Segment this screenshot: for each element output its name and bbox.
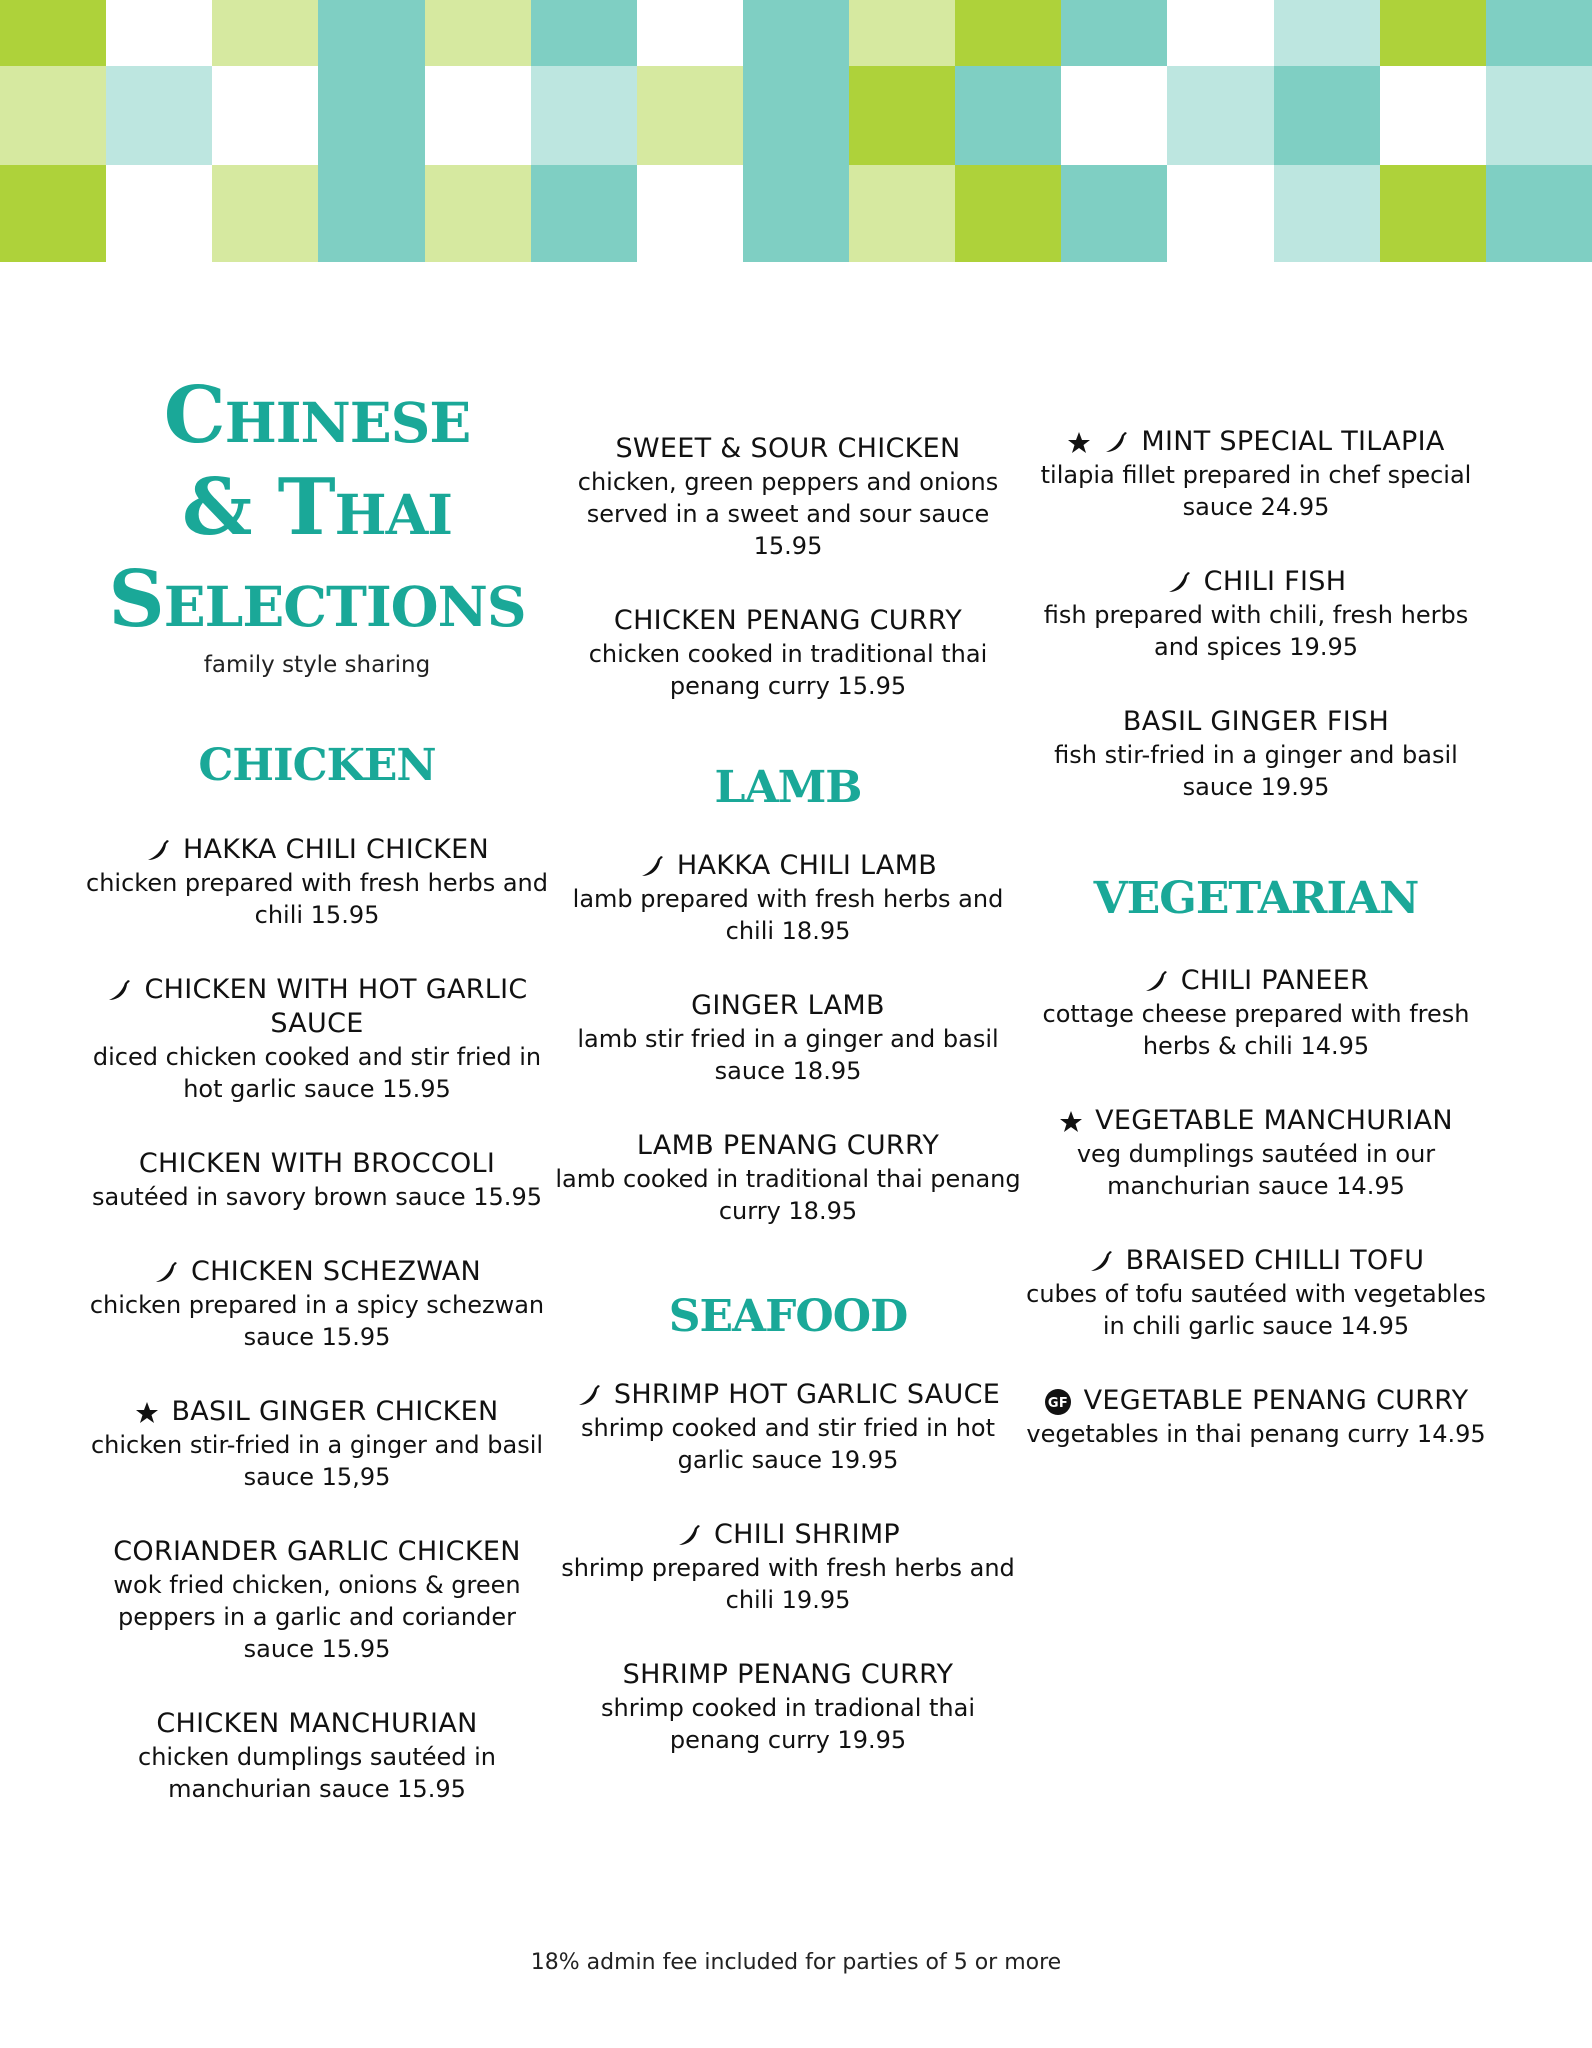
- banner-tile: [955, 0, 1062, 66]
- chili-icon: [106, 978, 132, 1004]
- menu-item-name-text: BASIL GINGER FISH: [1122, 706, 1390, 737]
- menu-item: [1021, 705, 1491, 803]
- banner-tile: [1274, 66, 1381, 165]
- title-line-2: & Thai: [182, 462, 452, 553]
- banner-tile: [1274, 0, 1381, 66]
- banner-tile: [531, 66, 638, 165]
- menu-item-name-text: SWEET & SOUR CHICKEN: [615, 433, 961, 464]
- banner-tile: [849, 165, 956, 262]
- section-title-lamb: LAMB: [714, 762, 862, 813]
- banner-tile: [531, 165, 638, 262]
- menu-item: [1021, 1384, 1491, 1450]
- menu-item-name: [82, 1535, 552, 1569]
- menu-item-name: [553, 989, 1023, 1023]
- menu-item: [1021, 425, 1491, 523]
- banner-tile: [106, 165, 213, 262]
- menu-item-name-text: CHICKEN WITH BROCCOLI: [138, 1148, 496, 1179]
- column-right: [1021, 425, 1491, 1492]
- menu-item: [82, 1147, 552, 1213]
- menu-item-name-text: CHICKEN PENANG CURRY: [613, 605, 963, 636]
- decorative-tile-banner: [0, 0, 1592, 262]
- menu-item: [82, 833, 552, 931]
- banner-tile: [637, 165, 744, 262]
- menu-item-description: veg dumplings sautéed in our manchurian sauce 14.95: [1076, 1140, 1436, 1200]
- chicken-continued-list: [553, 432, 1023, 702]
- menu-item: [553, 849, 1023, 947]
- menu-item-name-text: LAMB PENANG CURRY: [636, 1130, 940, 1161]
- menu-item-description: chicken prepared with fresh herbs and chili 15.95: [86, 869, 548, 929]
- menu-item-description: chicken prepared in a spicy schezwan sauce 15.95: [89, 1291, 545, 1351]
- banner-tile: [1167, 165, 1274, 262]
- menu-item: [82, 1255, 552, 1353]
- menu-item: [553, 1658, 1023, 1756]
- menu-item-name-text: SHRIMP PENANG CURRY: [622, 1659, 954, 1690]
- star-icon: [1059, 1110, 1083, 1134]
- banner-tile: [743, 66, 850, 165]
- banner-tile: [0, 0, 107, 66]
- menu-item-name: [553, 1658, 1023, 1692]
- banner-tile: [849, 66, 956, 165]
- menu-item-name: [82, 1147, 552, 1181]
- menu-item-description: cubes of tofu sautéed with vegetables in chili garlic sauce 14.95: [1026, 1280, 1486, 1340]
- menu-item-description: lamb prepared with fresh herbs and chili 18.95: [572, 885, 1004, 945]
- menu-item: [553, 604, 1023, 702]
- banner-tile: [318, 0, 425, 66]
- banner-tile: [1486, 66, 1592, 165]
- menu-item: [553, 1378, 1023, 1476]
- title-line-1: Chinese: [163, 370, 471, 461]
- banner-tile: [0, 165, 107, 262]
- menu-item-name-text: MINT SPECIAL TILAPIA: [1141, 426, 1445, 457]
- banner-tile: [425, 0, 532, 66]
- menu-item: [82, 1535, 552, 1665]
- menu-item-name-text: CORIANDER GARLIC CHICKEN: [113, 1536, 521, 1567]
- menu-item-description: chicken stir-fried in a ginger and basil sauce 15,95: [90, 1431, 544, 1491]
- banner-tile: [1380, 66, 1487, 165]
- menu-item-name: [1021, 425, 1491, 459]
- menu-item-name: [82, 833, 552, 867]
- banner-tile: [318, 66, 425, 165]
- menu-item-name: [553, 849, 1023, 883]
- footer-note: 18% admin fee included for parties of 5 or more: [530, 1950, 1062, 1975]
- star-icon: [135, 1401, 159, 1425]
- menu-item-name-text: CHILI FISH: [1203, 566, 1347, 597]
- banner-tile: [1061, 0, 1168, 66]
- banner-tile: [318, 165, 425, 262]
- menu-title: [82, 370, 552, 646]
- menu-item-name: [553, 432, 1023, 466]
- banner-tile: [0, 66, 107, 165]
- banner-tile: [955, 165, 1062, 262]
- chili-icon: [576, 1383, 602, 1409]
- chili-icon: [1143, 969, 1169, 995]
- menu-item-name: [82, 1395, 552, 1429]
- menu-item-name: [82, 1707, 552, 1741]
- banner-tile: [743, 0, 850, 66]
- menu-item-name-text: GINGER LAMB: [691, 990, 885, 1021]
- menu-item-name-text: CHILI PANEER: [1180, 965, 1370, 996]
- menu-item-name-text: BRAISED CHILLI TOFU: [1125, 1245, 1425, 1276]
- chili-icon: [1103, 430, 1129, 456]
- menu-item-name-text: CHICKEN WITH HOT GARLIC SAUCE: [144, 974, 528, 1039]
- column-left: [82, 370, 552, 1847]
- banner-tile: [849, 0, 956, 66]
- chili-icon: [153, 1260, 179, 1286]
- menu-item-description: wok fried chicken, onions & green peppers in a garlic and coriander sauce 15.95: [113, 1571, 521, 1663]
- menu-item-name-text: CHICKEN MANCHURIAN: [156, 1708, 478, 1739]
- menu-item-description: fish stir-fried in a ginger and basil sauce 19.95: [1054, 741, 1458, 801]
- menu-item-description: lamb stir fried in a ginger and basil sauce 18.95: [577, 1025, 999, 1085]
- fish-list: [1021, 425, 1491, 803]
- menu-item-name: [1021, 1384, 1491, 1418]
- menu-item-description: chicken cooked in traditional thai penang curry 15.95: [588, 640, 988, 700]
- section-title-seafood: SEAFOOD: [668, 1291, 908, 1342]
- banner-tile: [425, 165, 532, 262]
- banner-tile: [743, 165, 850, 262]
- banner-tile: [1380, 0, 1487, 66]
- menu-item-name: [82, 973, 552, 1041]
- menu-item-name: [1021, 1104, 1491, 1138]
- seafood-list: [553, 1378, 1023, 1756]
- banner-tile: [1274, 165, 1381, 262]
- menu-item-description: chicken dumplings sautéed in manchurian sauce 15.95: [138, 1743, 496, 1803]
- menu-item-description: shrimp prepared with fresh herbs and chili 19.95: [561, 1554, 1015, 1614]
- banner-tile: [1061, 66, 1168, 165]
- menu-item-name: [553, 604, 1023, 638]
- chili-icon: [676, 1523, 702, 1549]
- banner-tile: [1061, 165, 1168, 262]
- banner-tile: [1486, 165, 1592, 262]
- vegetarian-list: [1021, 964, 1491, 1450]
- banner-tile: [1167, 66, 1274, 165]
- menu-item-name: [1021, 964, 1491, 998]
- banner-tile: [425, 66, 532, 165]
- menu-item-description: cottage cheese prepared with fresh herbs & chili 14.95: [1042, 1000, 1470, 1060]
- banner-tile: [1486, 0, 1592, 66]
- menu-item-name-text: VEGETABLE MANCHURIAN: [1095, 1105, 1453, 1136]
- menu-item-name: [553, 1518, 1023, 1552]
- menu-item: [553, 1129, 1023, 1227]
- banner-tile: [531, 0, 638, 66]
- menu-item-name-text: HAKKA CHILI CHICKEN: [182, 834, 490, 865]
- column-middle: [553, 432, 1023, 1798]
- menu-item-name-text: HAKKA CHILI LAMB: [676, 850, 938, 881]
- banner-tile: [637, 0, 744, 66]
- menu-item: [82, 1395, 552, 1493]
- menu-item: [1021, 565, 1491, 663]
- tagline: family style sharing: [203, 652, 431, 678]
- section-title-chicken: CHICKEN: [198, 740, 436, 791]
- chili-icon: [145, 838, 171, 864]
- menu-item: [82, 1707, 552, 1805]
- banner-tile: [212, 66, 319, 165]
- menu-item-description: shrimp cooked and stir fried in hot garlic sauce 19.95: [580, 1414, 995, 1474]
- banner-tile: [1167, 0, 1274, 66]
- chili-icon: [1166, 570, 1192, 596]
- gluten-free-icon: [1044, 1388, 1072, 1416]
- menu-item-name-text: SHRIMP HOT GARLIC SAUCE: [613, 1379, 1001, 1410]
- menu-item-description: sautéed in savory brown sauce 15.95: [92, 1183, 542, 1211]
- menu-item-name: [1021, 565, 1491, 599]
- menu-item-name: [553, 1129, 1023, 1163]
- banner-tile: [637, 66, 744, 165]
- menu-item-description: lamb cooked in traditional thai penang curry 18.95: [555, 1165, 1021, 1225]
- chili-icon: [1088, 1249, 1114, 1275]
- banner-tile: [106, 66, 213, 165]
- menu-item-description: shrimp cooked in tradional thai penang curry 19.95: [600, 1694, 975, 1754]
- menu-item-description: tilapia fillet prepared in chef special sauce 24.95: [1040, 461, 1472, 521]
- chili-icon: [639, 854, 665, 880]
- menu-item: [1021, 964, 1491, 1062]
- menu-item-description: vegetables in thai penang curry 14.95: [1026, 1420, 1486, 1448]
- menu-item: [82, 973, 552, 1105]
- banner-tile: [955, 66, 1062, 165]
- section-title-vegetarian: VEGETARIAN: [1093, 873, 1419, 924]
- menu-item: [1021, 1244, 1491, 1342]
- menu-item-name: [553, 1378, 1023, 1412]
- menu-item-name-text: BASIL GINGER CHICKEN: [171, 1396, 499, 1427]
- menu-item-name: [1021, 705, 1491, 739]
- menu-item-name: [82, 1255, 552, 1289]
- banner-tile: [212, 165, 319, 262]
- menu-item: [553, 1518, 1023, 1616]
- svg-text:GF: GF: [1047, 1395, 1068, 1411]
- banner-tile: [106, 0, 213, 66]
- menu-item-name: [1021, 1244, 1491, 1278]
- lamb-list: [553, 849, 1023, 1227]
- menu-item: [553, 432, 1023, 562]
- menu-item-name-text: CHICKEN SCHEZWAN: [190, 1256, 482, 1287]
- menu-item-description: fish prepared with chili, fresh herbs and spices 19.95: [1043, 601, 1469, 661]
- chicken-list: [82, 833, 552, 1805]
- banner-tile: [212, 0, 319, 66]
- menu-item: [553, 989, 1023, 1087]
- menu-item-name-text: CHILI SHRIMP: [713, 1519, 901, 1550]
- banner-tile: [1380, 165, 1487, 262]
- star-icon: [1067, 431, 1091, 455]
- menu-item-description: diced chicken cooked and stir fried in hot garlic sauce 15.95: [92, 1043, 542, 1103]
- menu-item-name-text: VEGETABLE PENANG CURRY: [1083, 1385, 1469, 1416]
- menu-item: [1021, 1104, 1491, 1202]
- menu-item-description: chicken, green peppers and onions served in a sweet and sour sauce 15.95: [577, 468, 999, 560]
- title-line-3: Selections: [108, 554, 526, 645]
